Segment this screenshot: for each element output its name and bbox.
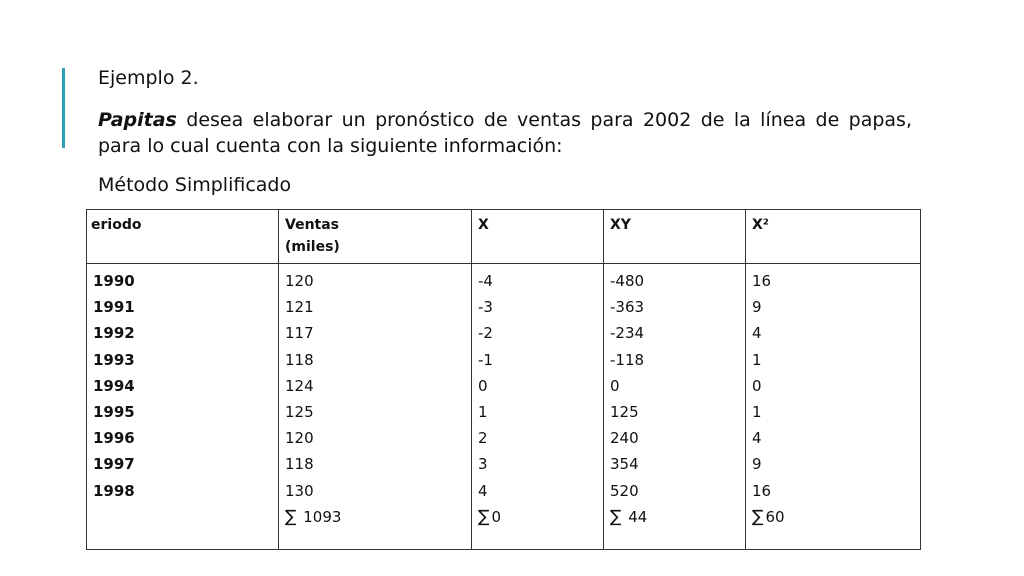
header-sales-line1: Ventas [285, 217, 340, 233]
period-cell: 1996 [93, 429, 135, 448]
header-period: eriodo [87, 210, 279, 264]
sales-total [285, 504, 471, 530]
period-cell: 1998 [93, 481, 135, 500]
sales-cell: 125 [285, 402, 314, 421]
x-cell: -4 [478, 272, 493, 290]
xy-cell: -480 [610, 272, 645, 290]
x2-cell: 9 [752, 455, 762, 474]
xy-total [610, 504, 745, 530]
x2-cell: 1 [752, 402, 762, 421]
xy-cell: 354 [610, 455, 639, 474]
company-name: Papitas [98, 109, 177, 131]
period-column [87, 264, 279, 550]
xy-total-value: 44 [628, 507, 648, 526]
period-cell: 1994 [93, 376, 135, 395]
x-cell: 0 [478, 376, 488, 395]
header-sales [279, 210, 472, 264]
sales-cell: 120 [285, 272, 314, 290]
xy-cell: 0 [610, 376, 620, 395]
x2-cell: 0 [752, 376, 762, 395]
x2-cell: 1 [752, 350, 762, 369]
x2-cell: 16 [752, 481, 772, 500]
x-cell: -3 [478, 298, 493, 317]
xy-cell: 240 [610, 429, 639, 448]
x2-column [746, 264, 921, 550]
accent-bar [62, 68, 65, 148]
x-cell: 4 [478, 481, 488, 500]
sales-cell: 120 [285, 429, 314, 448]
sales-cell: 118 [285, 350, 314, 369]
x-cell: 3 [478, 455, 488, 474]
sales-cell: 117 [285, 324, 314, 343]
problem-description: desea elaborar un pronóstico de ventas para 2002 de la línea de papas, para lo cual cuenta con la siguiente información: [98, 109, 912, 157]
sigma-symbol: ∑ [478, 506, 490, 527]
period-cell: 1993 [93, 350, 135, 369]
x-cell: -2 [478, 324, 493, 343]
x2-cell: 4 [752, 429, 762, 448]
x-total-value: 0 [491, 507, 502, 526]
x-cell: 2 [478, 429, 488, 448]
xy-cell: -234 [610, 324, 645, 343]
x2-cell: 16 [752, 272, 772, 290]
xy-cell: 125 [610, 402, 639, 421]
sales-cell: 124 [285, 376, 314, 395]
table-header-row [87, 210, 921, 264]
x2-total-value: 60 [765, 507, 785, 526]
method-title: Método Simplificado [98, 174, 292, 196]
problem-statement [98, 107, 912, 159]
x-cell: -1 [478, 350, 493, 369]
x-cell: 1 [478, 402, 488, 421]
period-cell: 1992 [93, 324, 135, 343]
period-cell: 1997 [93, 455, 135, 474]
xy-cell: 520 [610, 481, 639, 500]
sales-total-value: 1093 [303, 507, 342, 526]
xy-cell: -118 [610, 350, 645, 369]
xy-column [604, 264, 746, 550]
x2-cell: 9 [752, 298, 762, 317]
sigma-symbol: ∑ [752, 506, 764, 527]
period-cell: 1991 [93, 298, 135, 317]
x-total [478, 504, 603, 530]
slide-heading: Ejemplo 2. [98, 67, 199, 89]
x-column [472, 264, 604, 550]
sales-cell: 121 [285, 298, 314, 317]
x2-total [752, 504, 920, 530]
sales-cell: 130 [285, 481, 314, 500]
header-x2: X² [746, 210, 921, 264]
xy-cell: -363 [610, 298, 645, 317]
sales-column [279, 264, 472, 550]
sigma-symbol: ∑ [610, 506, 622, 527]
sigma-symbol: ∑ [285, 506, 297, 527]
header-sales-line2: (miles) [285, 239, 340, 255]
period-cell: 1990 [93, 272, 135, 290]
x2-cell: 4 [752, 324, 762, 343]
sales-table [86, 209, 921, 550]
period-cell: 1995 [93, 402, 135, 421]
header-x: X [472, 210, 604, 264]
table-body-row [87, 264, 921, 550]
sales-cell: 118 [285, 455, 314, 474]
header-xy: XY [604, 210, 746, 264]
